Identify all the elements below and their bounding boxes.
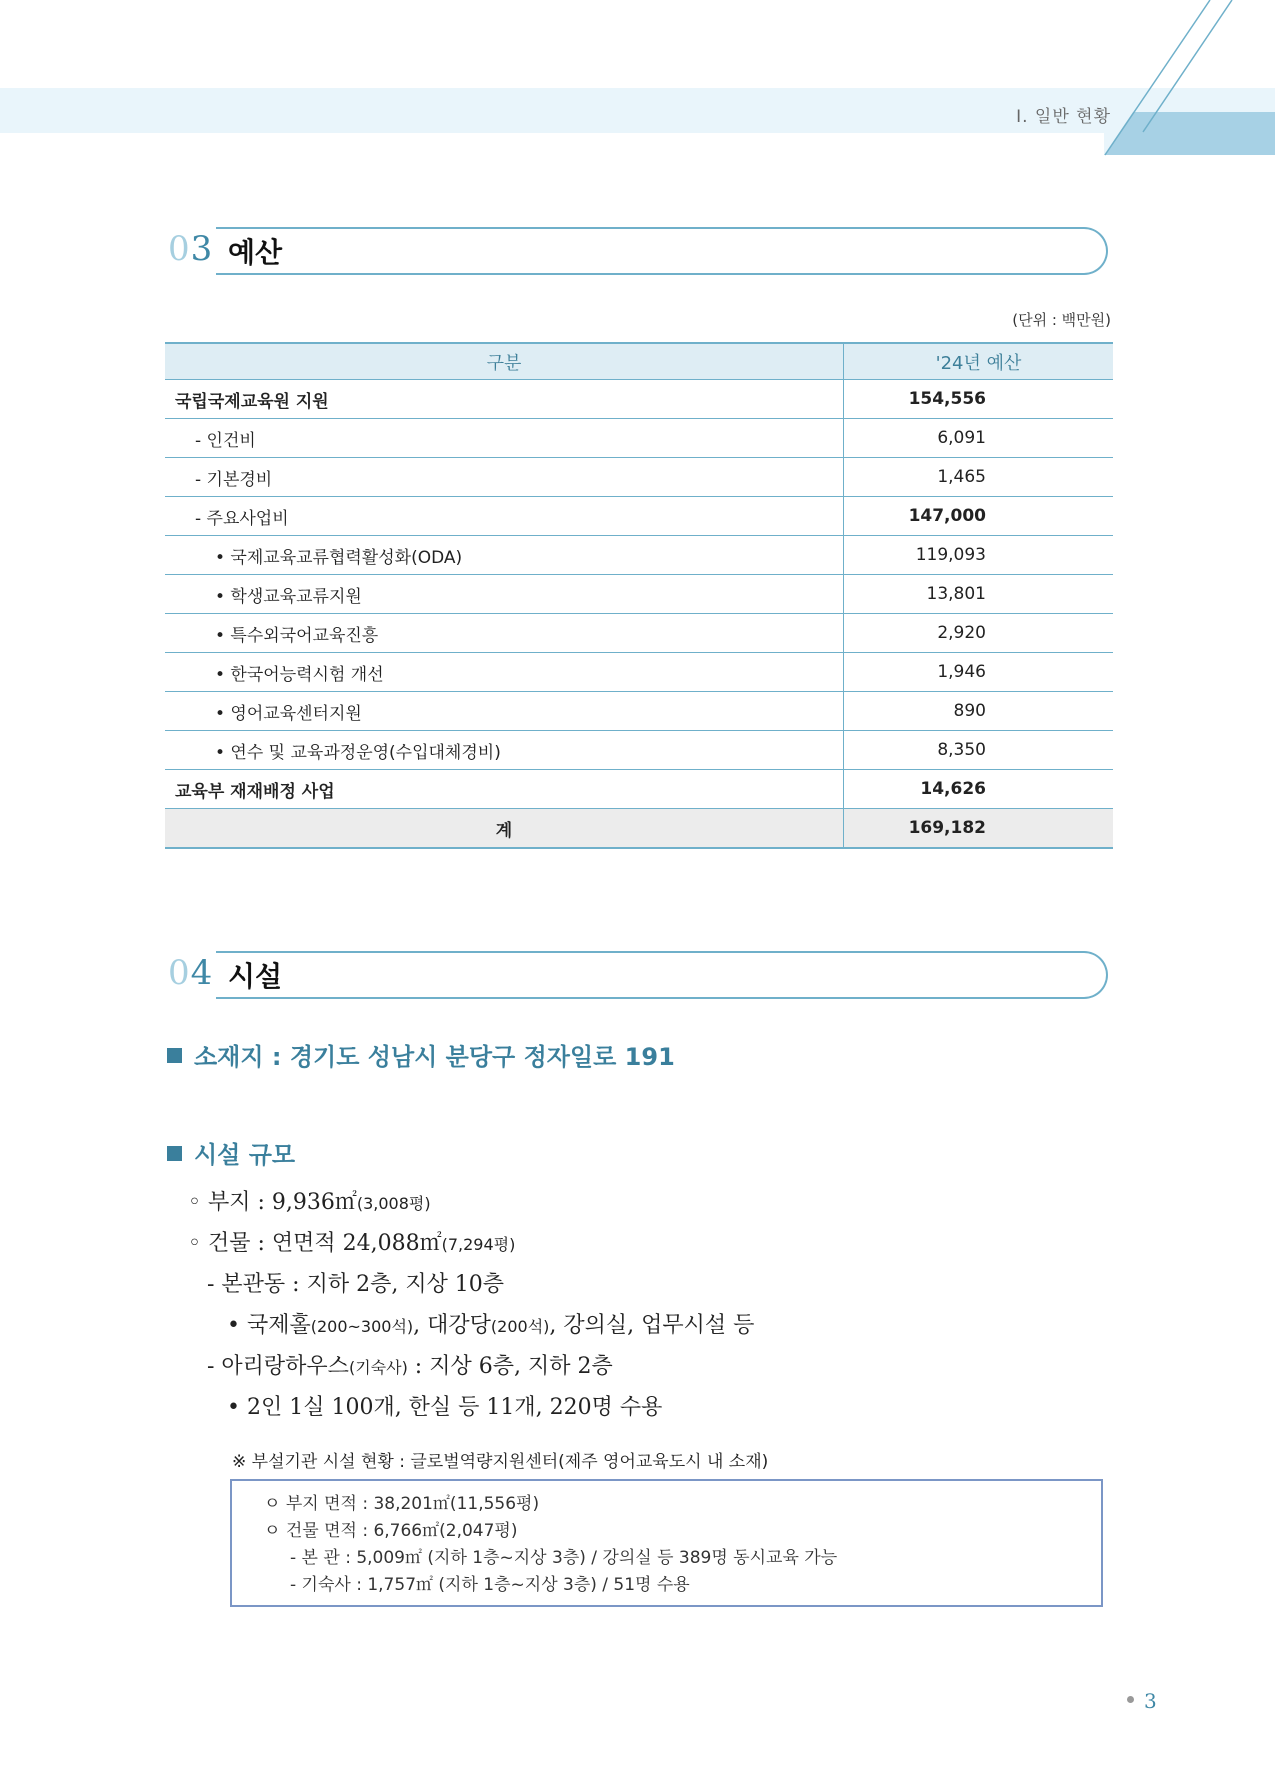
table-row: [165, 419, 1113, 458]
facility-item-site: [188, 1185, 431, 1216]
row-label: • 학생교육교류지원: [165, 575, 844, 614]
row-label: • 특수외국어교육진흥: [165, 614, 844, 653]
section-title-budget: [168, 227, 1108, 273]
total-label: 계: [165, 809, 844, 849]
section-title-text: 시설: [228, 960, 283, 993]
table-row: [165, 614, 1113, 653]
table-row: [165, 536, 1113, 575]
annex-note-line: - 기숙사 : 1,757㎡ (지하 1층~지상 3층) / 51명 수용: [290, 1575, 690, 1595]
row-value: 8,350: [844, 731, 1114, 770]
row-value: 14,626: [844, 770, 1114, 809]
facility-item-main: - 아리랑하우스: [207, 1354, 349, 1379]
annex-note-box: [230, 1479, 1103, 1607]
facility-item-tail: , 강의실, 업무시설 등: [549, 1313, 755, 1338]
facility-item-note: (200~300석): [310, 1317, 414, 1336]
table-total-row: [165, 809, 1113, 849]
unit-label: (단위 : 백만원): [1012, 311, 1111, 329]
table-row: [165, 731, 1113, 770]
table-row: [165, 692, 1113, 731]
row-label: • 국제교육교류협력활성화(ODA): [165, 536, 844, 575]
row-label: • 연수 및 교육과정운영(수입대체경비): [165, 731, 844, 770]
facility-item-main: • 국제홀: [227, 1313, 311, 1338]
section-title-text: 예산: [228, 236, 283, 269]
row-value: 1,946: [844, 653, 1114, 692]
facility-item-main-building-rooms: [227, 1308, 754, 1339]
scale-heading-text: 시설 규모: [194, 1141, 296, 1169]
facility-item-note: (7,294평): [441, 1235, 516, 1254]
facility-item-main: • 2인 1실 100개, 한실 등 11개, 220명 수용: [227, 1395, 663, 1420]
row-value: 154,556: [844, 380, 1114, 419]
row-label: • 한국어능력시험 개선: [165, 653, 844, 692]
section-title-frame: [216, 227, 1108, 275]
table-row: [165, 575, 1113, 614]
budget-table: [165, 342, 1113, 849]
column-header-category: 구분: [165, 343, 844, 380]
row-value: 890: [844, 692, 1114, 731]
facility-item-main: - 본관동 : 지하 2층, 지상 10층: [207, 1272, 505, 1297]
table-header-row: [165, 343, 1113, 380]
section-title-facilities: [168, 951, 1108, 997]
facility-item-tail: , 대강당: [413, 1313, 491, 1338]
facility-item-building: [188, 1226, 515, 1257]
row-label: 교육부 재재배정 사업: [165, 770, 844, 809]
column-header-budget: '24년 예산: [844, 343, 1114, 380]
row-label: - 기본경비: [165, 458, 844, 497]
section-number: [168, 953, 213, 993]
square-bullet-icon: [167, 1146, 182, 1161]
facility-item-dormitory: [207, 1349, 613, 1380]
row-value: 6,091: [844, 419, 1114, 458]
annex-note-line: ㅇ 부지 면적 : 38,201㎡(11,556평): [264, 1494, 540, 1514]
facility-item-note: (3,008평): [356, 1194, 431, 1213]
row-value: 2,920: [844, 614, 1114, 653]
facility-item-dormitory-rooms: [227, 1390, 662, 1421]
header-diagonal-lines: [0, 0, 1275, 170]
facility-item-main: ◦ 부지 : 9,936㎡: [188, 1190, 357, 1215]
row-value: 13,801: [844, 575, 1114, 614]
section-number-digit2: 3: [190, 229, 214, 269]
annex-note-title: ※ 부설기관 시설 현황 : 글로벌역량지원센터(제주 영어교육도시 내 소재): [232, 1452, 769, 1472]
table-row: [165, 458, 1113, 497]
location-heading-text: 소재지 : 경기도 성남시 분당구 정자일로 191: [194, 1043, 675, 1071]
facility-item-main: ◦ 건물 : 연면적 24,088㎡: [188, 1231, 442, 1256]
row-label: 국립국제교육원 지원: [165, 380, 844, 419]
row-value: 147,000: [844, 497, 1114, 536]
table-row: [165, 497, 1113, 536]
annex-note-line: - 본 관 : 5,009㎡ (지하 1층~지상 3층) / 강의실 등 389명 동시교육 가능: [290, 1548, 838, 1568]
section-title-frame: [216, 951, 1108, 999]
row-label: - 인건비: [165, 419, 844, 458]
budget-table-body: [165, 380, 1113, 849]
bullet-dot-icon: [1127, 1696, 1134, 1703]
total-value: 169,182: [844, 809, 1114, 849]
row-label: - 주요사업비: [165, 497, 844, 536]
section-number: [168, 229, 213, 269]
facility-item-note: (기숙사): [348, 1358, 408, 1377]
table-row: [165, 770, 1113, 809]
row-value: 1,465: [844, 458, 1114, 497]
location-heading: [167, 1037, 675, 1072]
scale-heading: [167, 1135, 295, 1170]
table-row: [165, 380, 1113, 419]
chapter-label: Ⅰ. 일반 현황: [1016, 107, 1111, 127]
facility-item-main-building: [207, 1267, 504, 1298]
table-row: [165, 653, 1113, 692]
section-number-digit1: 0: [168, 953, 191, 993]
square-bullet-icon: [167, 1048, 182, 1063]
page-number: [1127, 1689, 1157, 1713]
section-number-digit1: 0: [168, 229, 191, 269]
page-number-text: 3: [1144, 1689, 1157, 1713]
facility-item-note: (200석): [490, 1317, 550, 1336]
annex-note-line: ㅇ 건물 면적 : 6,766㎡(2,047평): [264, 1521, 518, 1541]
row-label: • 영어교육센터지원: [165, 692, 844, 731]
row-value: 119,093: [844, 536, 1114, 575]
section-number-digit2: 4: [190, 953, 214, 993]
facility-item-tail: : 지상 6층, 지하 2층: [407, 1354, 613, 1379]
